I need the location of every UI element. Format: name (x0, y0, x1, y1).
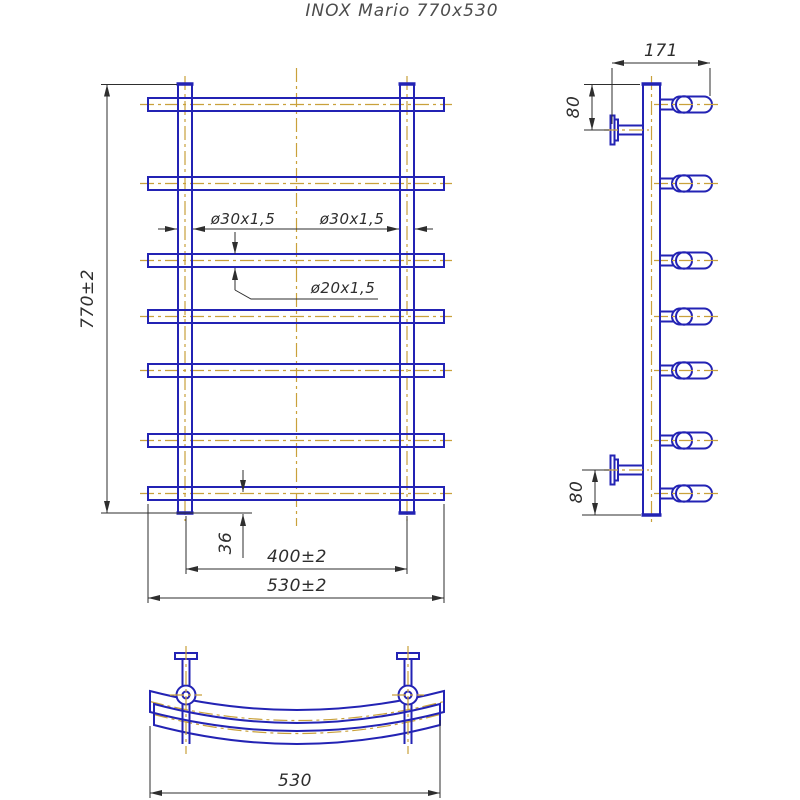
left-post (178, 84, 192, 513)
side-rung (654, 308, 718, 324)
dim-label-80-bottom: 80 (567, 480, 587, 504)
dim-label-d30-right: ø30x1,5 (319, 210, 385, 228)
side-view (564, 41, 718, 522)
dim-label-400: 400±2 (266, 547, 328, 567)
dim-bottom-bracket-offset (567, 470, 641, 515)
side-post (643, 84, 660, 515)
dim-label-d20: ø20x1,5 (310, 279, 376, 297)
right-post (400, 84, 414, 513)
dim-bottom-rung-offset (216, 470, 243, 558)
bottom-view (150, 646, 444, 798)
dim-label-171: 171 (644, 41, 678, 61)
dim-left-post-tube (158, 210, 327, 229)
dim-label-36: 36 (216, 531, 236, 555)
side-rung (654, 96, 718, 112)
dim-overall-height (78, 85, 252, 514)
dim-label-80-top: 80 (564, 95, 584, 119)
side-rung (654, 485, 718, 501)
side-rung (654, 252, 718, 268)
dim-label-530: 530±2 (266, 576, 328, 596)
dim-label-d30-left: ø30x1,5 (210, 210, 276, 228)
dim-label-530-bottom: 530 (278, 771, 312, 791)
front-view (78, 68, 452, 603)
bracket-top-view-right (392, 646, 424, 754)
side-rung (654, 362, 718, 378)
dim-rung-tube (235, 232, 378, 299)
side-rung (654, 432, 718, 448)
drawing-title: INOX Mario 770x530 (305, 1, 499, 21)
dim-top-bracket-offset (564, 85, 640, 131)
bracket-top-view-left (170, 646, 202, 754)
dim-right-post-tube (319, 210, 433, 229)
side-rung (654, 175, 718, 191)
dim-label-770: 770±2 (78, 268, 98, 330)
